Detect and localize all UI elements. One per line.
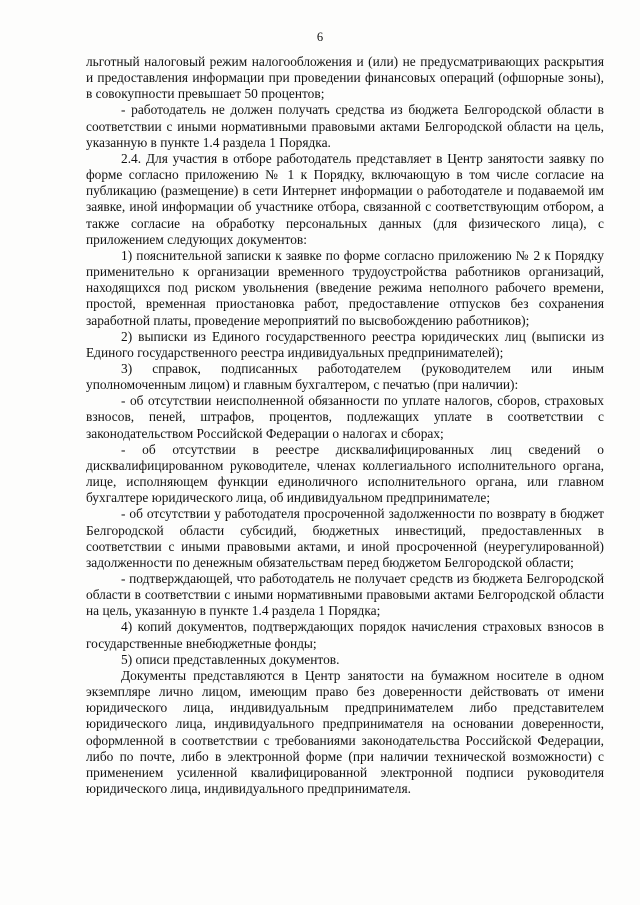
paragraph: - об отсутствии в реестре дисквалифицированных лиц сведений о дисквалифицированном руководителе, членах коллегиального исполнительного органа, лице, исполняющем функции единоличного исполнительного органа, или главном бухгалтере юридического лица, об индивидуальном предпринимателе; bbox=[86, 441, 604, 506]
paragraph: 2.4. Для участия в отборе работодатель представляет в Центр занятости заявку по форме согласно приложению № 1 к Порядку, включающую в том числе согласие на публикацию (размещение) в сети Интернет информации о работодателе и подаваемой им заявке, иной информации об участнике отбора, связанной с соответствующим отбором, а также согласие на обработку персональных данных (для физического лица), с приложением следующих документов: bbox=[86, 150, 604, 247]
paragraph: 5) описи представленных документов. bbox=[121, 651, 340, 667]
paragraph: - подтверждающей, что работодатель не получает средств из бюджета Белгородской области в соответствии с иными нормативными правовыми актами Белгородской области на цель, указанную в пункте 1.4 раздела 1 Порядка; bbox=[86, 571, 604, 619]
paragraph: льготный налоговый режим налогообложения и (или) не предусматривающих раскрытия и предоставления информации при проведении финансовых операций (офшорные зоны), в совокупности превышает 50 процентов; bbox=[86, 54, 604, 102]
page-number: 6 bbox=[316, 30, 324, 44]
paragraph: 4) копий документов, подтверждающих порядок начисления страховых взносов в государственные внебюджетные фонды; bbox=[86, 619, 604, 651]
paragraph: - об отсутствии у работодателя просроченной задолженности по возврату в бюджет Белгородской области субсидий, бюджетных инвестиций, предоставленных в соответствии с иными правовыми актами, и иной просроченной (неурегулированной) задолженности по денежным обязательствам перед бюджетом Белгородской области; bbox=[86, 506, 604, 570]
paragraph: - об отсутствии неисполненной обязанности по уплате налогов, сборов, страховых взносов, пеней, штрафов, процентов, подлежащих уплате в соответствии с законодательством Российской Федерации о налогах и сборах; bbox=[86, 393, 604, 441]
paragraph: 3) справок, подписанных работодателем (руководителем или иным уполномоченным лицом) и главным бухгалтером, с печатью (при наличии): bbox=[86, 360, 604, 393]
paragraph: 2) выписки из Единого государственного реестра юридических лиц (выписки из Единого государственного реестра индивидуальных предпринимателей); bbox=[86, 328, 604, 360]
paragraph: Документы представляются в Центр занятости на бумажном носителе в одном экземпляре лично лицом, имеющим право без доверенности действовать от имени юридического лица, индивидуальным предпринимателем либо представителем юридического лица, индивидуального предпринимателя на основании доверенности, оформленной в соответствии с требованиями законодательства Российской Федерации, либо по почте, либо в электронной форме (при наличии технической возможности) с применением усиленной квалифицированной электронной подписи руководителя юридического лица, индивидуального предпринимателя. bbox=[86, 667, 604, 797]
document-text-body bbox=[86, 54, 604, 797]
paragraph: 1) пояснительной записки к заявке по форме согласно приложению № 2 к Порядку применительно к организации временного трудоустройства работников организаций, находящихся под риском увольнения (введение режима неполного рабочего времени, простой, временная приостановка работ, предоставление отпусков без сохранения заработной платы, проведение мероприятий по высвобождению работников); bbox=[86, 247, 604, 328]
paragraph: - работодатель не должен получать средства из бюджета Белгородской области в соответствии с иными нормативными правовыми актами Белгородской области на цель, указанную в пункте 1.4 раздела 1 Порядка. bbox=[86, 102, 604, 150]
